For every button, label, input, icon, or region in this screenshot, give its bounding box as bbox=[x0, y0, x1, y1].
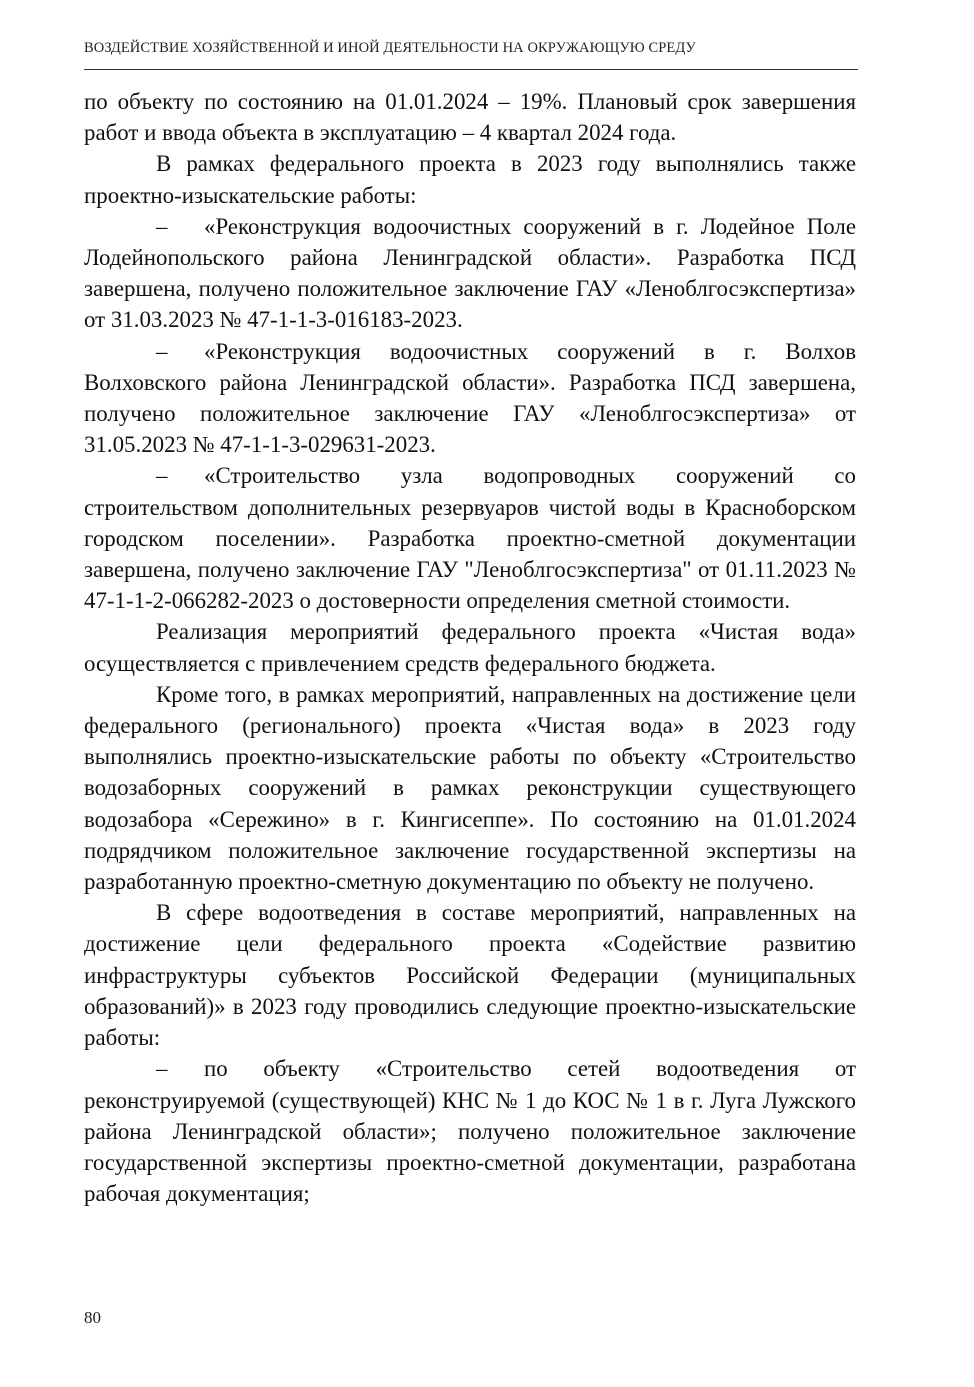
paragraph-continuation: по объекту по состоянию на 01.01.2024 – 19%. Плановый срок завершения работ и ввода объекта в эксплуатацию – 4 квартал 2024 года. bbox=[84, 89, 856, 146]
list-item-text: «Реконструкция водоочистных сооружений в г. Лодейное Поле Лодейнопольского района Ленинградской области». Разработка ПСД завершена, получено положительное заключение ГАУ «Леноблгосэкспертиза» от 31.03.2023 № 47-1-1-3-016183-2023. bbox=[84, 213, 856, 333]
list-item-text: по объекту «Строительство сетей водоотведения от реконструируемой (существующей) КНС № 1 до КОС № 1 в г. Луга Лужского района Ленинградской области»; получено положительное заключение государственной экспертизы проектно-сметной документации, разработана рабочая документация; bbox=[84, 1056, 856, 1207]
list-item-text: «Строительство узла водопроводных сооружений со строительством дополнительных резервуаров чистой воды в Красноборском городском поселении». Разработка проектно-сметной документации завершена, получено заключение ГАУ "Леноблгосэкспертиза" от 01.11.2023 № 47-1-1-2-066282-2023 о достоверности определения сметной стоимости. bbox=[84, 463, 856, 614]
list-dash: – bbox=[156, 1056, 168, 1082]
paragraph-federal-budget: Реализация мероприятий федерального проекта «Чистая вода» осуществляется с привлечением средств федерального бюджета. bbox=[84, 619, 856, 676]
list-item-luga bbox=[84, 1053, 856, 1209]
running-header: ВОЗДЕЙСТВИЕ ХОЗЯЙСТВЕННОЙ И ИНОЙ ДЕЯТЕЛЬНОСТИ НА ОКРУЖАЮЩУЮ СРЕДУ bbox=[84, 40, 696, 56]
paragraph-kingisepp: Кроме того, в рамках мероприятий, направленных на достижение цели федерального (регионального) проекта «Чистая вода» в 2023 году выполнялись проектно-изыскательские работы по объекту «Строительство водозаборных сооружений в рамках реконструкции существующего водозабора «Сережино» в г. Кингисеппе». По состоянию на 01.01.2024 подрядчиком положительное заключение государственной экспертизы на разработанную проектно-сметную документацию по объекту не получено. bbox=[84, 681, 856, 895]
list-item-text: «Реконструкция водоочистных сооружений в г. Волхов Волховского района Ленинградской области». Разработка ПСД завершена, получено положительное заключение ГАУ «Леноблгосэкспертиза» от 31.05.2023 № 47-1-1-3-029631-2023. bbox=[84, 338, 856, 458]
list-dash: – bbox=[156, 463, 168, 489]
list-item-lodeynoe-pole bbox=[84, 211, 856, 336]
header-divider bbox=[84, 69, 858, 70]
paragraph-wastewater-intro: В сфере водоотведения в составе мероприятий, направленных на достижение цели федерального проекта «Содействие развитию инфраструктуры субъектов Российской Федерации (муниципальных образований)» в 2023 году проводились следующие проектно-изыскательские работы: bbox=[84, 900, 856, 1051]
list-item-krasny-bor bbox=[84, 460, 856, 616]
list-dash: – bbox=[156, 338, 168, 364]
list-item-volkhov bbox=[84, 336, 856, 461]
paragraph-design-works-intro: В рамках федерального проекта в 2023 году выполнялись также проектно-изыскательские работы: bbox=[84, 151, 856, 208]
document-body bbox=[84, 86, 856, 1209]
page-number: 80 bbox=[84, 1308, 101, 1327]
list-dash: – bbox=[156, 213, 168, 239]
